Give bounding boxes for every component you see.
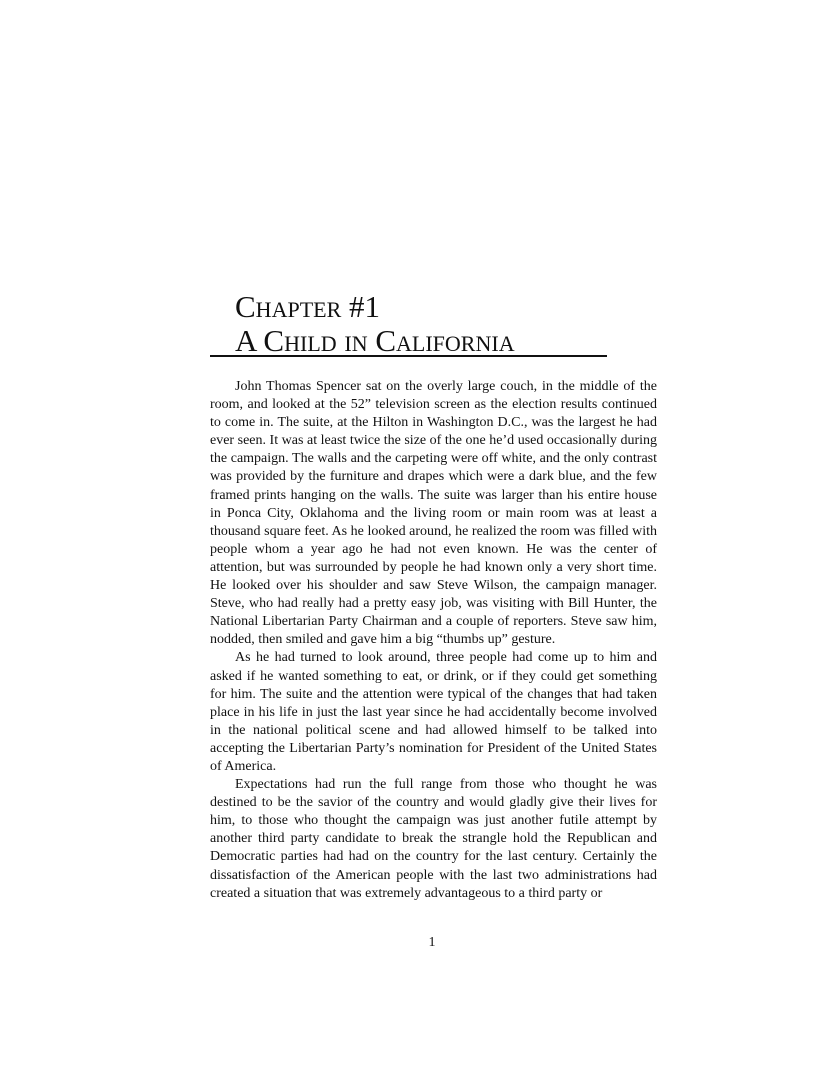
chapter-title: A Child in California [235, 323, 515, 358]
heading-rule [210, 355, 607, 357]
paragraph: As he had turned to look around, three people had come up to him and asked if he wanted something to eat, or drink, or if they could get something for him. The suite and the attention were typical of the changes that had taken place in his life in just the last year since he had accidentally become involved in the national political scene and had allowed himself to be talked into accepting the Libertarian Party’s nomination for President of the United States of America. [210, 650, 657, 774]
chapter-body [210, 378, 657, 903]
chapter-heading [235, 290, 607, 358]
paragraph: Expectations had run the full range from those who thought he was destined to be the savior of the country and would gladly give their lives for him, to those who thought the campaign was just another futile attempt by another third party candidate to break the strangle hold the Republican and Democratic parties had had on the country for the last century. Certainly the dissatisfaction of the American people with the last two administrations had created a situation that was extremely advantageous to a third party or [210, 777, 657, 901]
chapter-number: Chapter #1 [235, 289, 380, 324]
paragraph: John Thomas Spencer sat on the overly large couch, in the middle of the room, and looked at the 52” television screen as the election results continued to come in. The suite, at the Hilton in Washington D.C., was the largest he had ever seen. It was at least twice the size of the one he’d used occasionally during the campaign. The walls and the carpeting were off white, and the only contrast was provided by the furniture and drapes which were a dark blue, and the few framed prints hanging on the walls. The suite was larger than his entire house in Ponca City, Oklahoma and the living room or main room was at least a thousand square feet. As he looked around, he realized the room was filled with people whom a year ago he had not even known. He was the center of attention, but was surrounded by people he had known only a very short time. He looked over his shoulder and saw Steve Wilson, the campaign manager. Steve, who had really had a pretty easy job, was visiting with Bill Hunter, the National Libertarian Party Chairman and a couple of reporters. Steve saw him, nodded, then smiled and gave him a big “thumbs up” gesture. [210, 379, 657, 648]
page-number: 1 [428, 935, 436, 950]
